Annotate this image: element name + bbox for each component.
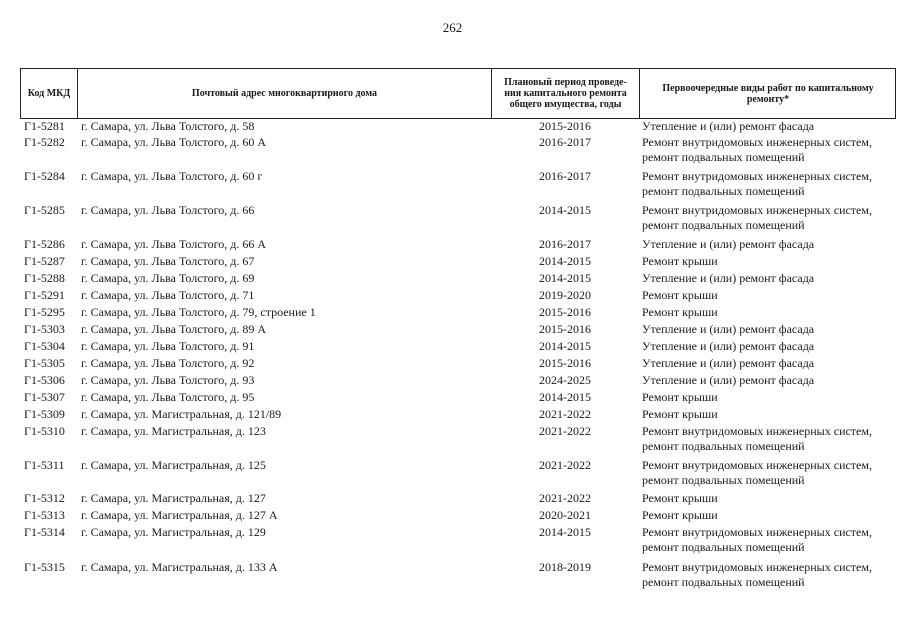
row-period: 2015-2016 — [539, 305, 591, 319]
row-address: г. Самара, ул. Магистральная, д. 125 — [81, 458, 266, 472]
row-address: г. Самара, ул. Льва Толстого, д. 69 — [81, 271, 255, 285]
row-works: Утепление и (или) ремонт фасада — [642, 322, 815, 336]
row-period: 2021-2022 — [539, 407, 591, 421]
row-code: Г1-5288 — [24, 271, 65, 285]
row-period: 2016-2017 — [539, 169, 591, 183]
row-code: Г1-5281 — [24, 119, 65, 133]
row-address: г. Самара, ул. Магистральная, д. 127 А — [81, 508, 278, 522]
row-period: 2021-2022 — [539, 424, 591, 438]
row-address: г. Самара, ул. Льва Толстого, д. 93 — [81, 373, 255, 387]
row-code: Г1-5284 — [24, 169, 65, 183]
row-address: г. Самара, ул. Льва Толстого, д. 67 — [81, 254, 255, 268]
row-address: г. Самара, ул. Магистральная, д. 133 А — [81, 560, 278, 574]
row-code: Г1-5310 — [24, 424, 65, 438]
row-code: Г1-5287 — [24, 254, 65, 268]
row-code: Г1-5295 — [24, 305, 65, 319]
row-code: Г1-5291 — [24, 288, 65, 302]
row-code: Г1-5312 — [24, 491, 65, 505]
row-works: Ремонт крыши — [642, 508, 718, 522]
row-code: Г1-5282 — [24, 135, 65, 149]
row-code: Г1-5285 — [24, 203, 65, 217]
row-works: Ремонт внутридомовых инженерных систем, ремонт подвальных помещений — [642, 525, 872, 554]
row-code: Г1-5306 — [24, 373, 65, 387]
row-code: Г1-5304 — [24, 339, 65, 353]
buildings-table — [20, 68, 896, 589]
row-works: Ремонт крыши — [642, 305, 718, 319]
row-address: г. Самара, ул. Магистральная, д. 129 — [81, 525, 266, 539]
row-period: 2018-2019 — [539, 560, 591, 574]
row-address: г. Самара, ул. Льва Толстого, д. 58 — [81, 119, 255, 133]
row-code: Г1-5307 — [24, 390, 65, 404]
row-address: г. Самара, ул. Льва Толстого, д. 91 — [81, 339, 255, 353]
row-period: 2015-2016 — [539, 322, 591, 336]
row-address: г. Самара, ул. Льва Толстого, д. 79, строение 1 — [81, 305, 316, 319]
row-period: 2014-2015 — [539, 525, 591, 539]
row-works: Утепление и (или) ремонт фасада — [642, 339, 815, 353]
table-header — [20, 68, 896, 119]
row-period: 2016-2017 — [539, 135, 591, 149]
row-address: г. Самара, ул. Льва Толстого, д. 71 — [81, 288, 255, 302]
row-code: Г1-5305 — [24, 356, 65, 370]
row-code: Г1-5309 — [24, 407, 65, 421]
row-period: 2016-2017 — [539, 237, 591, 251]
row-address: г. Самара, ул. Льва Толстого, д. 66 А — [81, 237, 267, 251]
row-address: г. Самара, ул. Льва Толстого, д. 95 — [81, 390, 255, 404]
row-address: г. Самара, ул. Льва Толстого, д. 66 — [81, 203, 255, 217]
row-works: Утепление и (или) ремонт фасада — [642, 373, 815, 387]
row-address: г. Самара, ул. Магистральная, д. 123 — [81, 424, 266, 438]
row-code: Г1-5286 — [24, 237, 65, 251]
row-works: Ремонт внутридомовых инженерных систем, ремонт подвальных помещений — [642, 203, 872, 232]
row-works: Утепление и (или) ремонт фасада — [642, 356, 815, 370]
row-works: Ремонт крыши — [642, 390, 718, 404]
row-period: 2015-2016 — [539, 119, 591, 133]
row-works: Ремонт внутридомовых инженерных систем, ремонт подвальных помещений — [642, 135, 872, 164]
row-works: Ремонт крыши — [642, 407, 718, 421]
header-period: Плановый период проведе-ния капитального ремонта общего имущества, годы — [492, 69, 640, 118]
row-address: г. Самара, ул. Льва Толстого, д. 92 — [81, 356, 255, 370]
row-works: Утепление и (или) ремонт фасада — [642, 271, 815, 285]
row-works: Ремонт внутридомовых инженерных систем, ремонт подвальных помещений — [642, 560, 872, 589]
row-works: Ремонт внутридомовых инженерных систем, ремонт подвальных помещений — [642, 424, 872, 453]
header-works: Первоочередные виды работ по капитальному ремонту* — [662, 82, 874, 105]
row-period: 2024-2025 — [539, 373, 591, 387]
row-works: Ремонт крыши — [642, 491, 718, 505]
row-period: 2014-2015 — [539, 203, 591, 217]
row-code: Г1-5315 — [24, 560, 65, 574]
row-period: 2014-2015 — [539, 339, 591, 353]
row-works: Ремонт крыши — [642, 254, 718, 268]
row-works: Ремонт крыши — [642, 288, 718, 302]
row-address: г. Самара, ул. Льва Толстого, д. 60 г — [81, 169, 263, 183]
row-code: Г1-5313 — [24, 508, 65, 522]
row-code: Г1-5303 — [24, 322, 65, 336]
row-address: г. Самара, ул. Льва Толстого, д. 89 А — [81, 322, 267, 336]
row-code: Г1-5314 — [24, 525, 65, 539]
row-period: 2021-2022 — [539, 491, 591, 505]
header-address: Почтовый адрес многоквартирного дома — [78, 69, 492, 118]
page-number: 262 — [442, 20, 463, 35]
row-code: Г1-5311 — [24, 458, 65, 472]
row-address: г. Самара, ул. Льва Толстого, д. 60 А — [81, 135, 267, 149]
header-code: Код МКД — [21, 69, 78, 118]
row-address: г. Самара, ул. Магистральная, д. 121/89 — [81, 407, 282, 421]
row-period: 2015-2016 — [539, 356, 591, 370]
row-works: Утепление и (или) ремонт фасада — [642, 237, 815, 251]
row-address: г. Самара, ул. Магистральная, д. 127 — [81, 491, 266, 505]
row-period: 2020-2021 — [539, 508, 591, 522]
row-period: 2019-2020 — [539, 288, 591, 302]
row-period: 2014-2015 — [539, 390, 591, 404]
row-period: 2014-2015 — [539, 254, 591, 268]
row-period: 2014-2015 — [539, 271, 591, 285]
row-works: Ремонт внутридомовых инженерных систем, ремонт подвальных помещений — [642, 458, 872, 487]
row-period: 2021-2022 — [539, 458, 591, 472]
row-works: Ремонт внутридомовых инженерных систем, ремонт подвальных помещений — [642, 169, 872, 198]
row-works: Утепление и (или) ремонт фасада — [642, 119, 815, 133]
